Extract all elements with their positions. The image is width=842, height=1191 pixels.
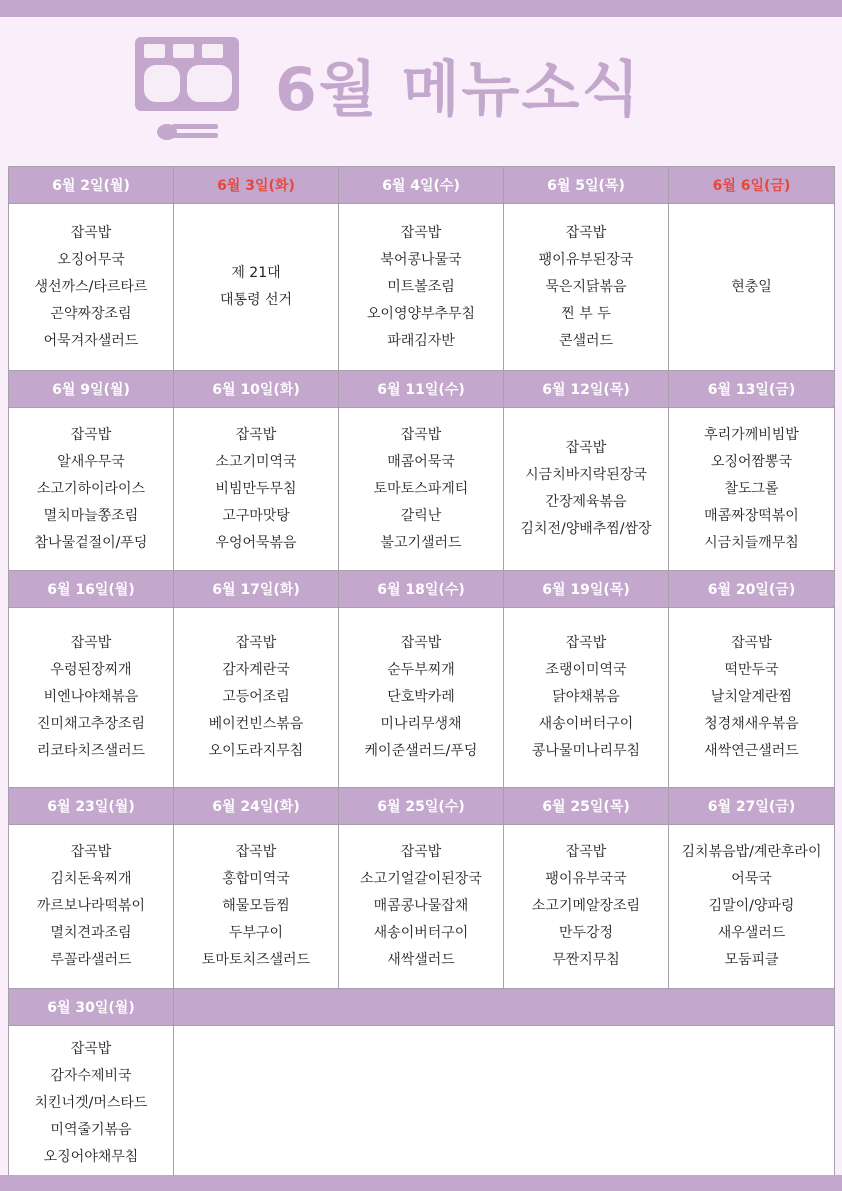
menu-item: 오이영양부추무침 bbox=[366, 305, 476, 322]
day-header: 6월 12일(목) bbox=[504, 371, 669, 408]
menu-item: 떡만두국 bbox=[724, 662, 779, 678]
day-header: 6월 13일(금) bbox=[669, 371, 835, 408]
menu-item: 알새우무국 bbox=[57, 453, 125, 470]
menu-cell bbox=[174, 408, 339, 571]
menu-item: 감자계란국 bbox=[222, 662, 290, 678]
menu-cell bbox=[9, 825, 174, 989]
menu-item: 두부구이 bbox=[228, 925, 284, 941]
empty-header bbox=[174, 989, 835, 1026]
day-header: 6월 2일(월) bbox=[9, 167, 174, 204]
menu-item: 매콤어묵국 bbox=[387, 453, 455, 470]
menu-item: 토마토스파게티 bbox=[373, 480, 469, 497]
menu-item: 우엉어묵볶음 bbox=[215, 534, 297, 551]
week-menu-row bbox=[9, 825, 835, 989]
menu-item: 루꼴라샐러드 bbox=[50, 952, 132, 968]
menu-item: 어묵국 bbox=[731, 871, 772, 887]
menu-item: 오징어무국 bbox=[57, 251, 125, 268]
menu-item: 파래김자반 bbox=[387, 332, 455, 349]
menu-item: 김치돈육찌개 bbox=[50, 871, 132, 887]
menu-item: 팽이유부된장국 bbox=[538, 251, 634, 268]
week-menu-row bbox=[9, 608, 835, 788]
menu-item: 오징어야채무침 bbox=[43, 1149, 139, 1165]
menu-item: 순두부찌개 bbox=[387, 662, 455, 678]
day-header: 6월 25일(목) bbox=[504, 788, 669, 825]
menu-item: 콩나물미나리무침 bbox=[531, 743, 641, 759]
menu-item: 잡곡밥 bbox=[235, 635, 277, 651]
menu-item: 김치볶음밥/계란후라이 bbox=[681, 844, 822, 860]
menu-item: 잡곡밥 bbox=[70, 844, 112, 860]
menu-item: 매콤짜장떡볶이 bbox=[704, 507, 799, 524]
menu-cell bbox=[669, 608, 835, 788]
menu-cell bbox=[9, 204, 174, 371]
menu-item: 찰도그롤 bbox=[724, 480, 779, 497]
menu-item: 잡곡밥 bbox=[400, 635, 442, 651]
week-menu-row bbox=[9, 408, 835, 571]
day-header: 6월 9일(월) bbox=[9, 371, 174, 408]
menu-item: 새송이버터구이 bbox=[538, 716, 634, 732]
menu-item: 북어콩나물국 bbox=[380, 251, 462, 268]
menu-cell bbox=[339, 408, 504, 571]
menu-item: 불고기샐러드 bbox=[380, 534, 462, 551]
menu-table bbox=[8, 166, 835, 1182]
menu-cell bbox=[339, 608, 504, 788]
menu-item: 콘샐러드 bbox=[558, 332, 614, 349]
day-header: 6월 19일(목) bbox=[504, 571, 669, 608]
menu-cell bbox=[504, 825, 669, 989]
page-title: 6월 메뉴소식 bbox=[275, 55, 642, 125]
holiday-text: 현충일 bbox=[731, 278, 772, 295]
day-header: 6월 11일(수) bbox=[339, 371, 504, 408]
day-header: 6월 3일(화) bbox=[174, 167, 339, 204]
menu-item: 소고기얼갈이된장국 bbox=[360, 871, 482, 887]
menu-item: 멸치마늘쫑조림 bbox=[43, 507, 139, 524]
week-menu-row bbox=[9, 1026, 835, 1182]
menu-item: 매콤콩나물잡채 bbox=[373, 898, 469, 914]
holiday-cell bbox=[174, 204, 339, 371]
menu-item: 생선까스/타르타르 bbox=[34, 278, 148, 295]
menu-item: 김치전/양배추찜/쌈장 bbox=[520, 521, 652, 537]
menu-cell bbox=[504, 608, 669, 788]
menu-item: 조랭이미역국 bbox=[545, 662, 627, 678]
menu-item: 어묵겨자샐러드 bbox=[43, 332, 139, 349]
menu-item: 멸치견과조림 bbox=[50, 925, 132, 941]
menu-item: 새우샐러드 bbox=[717, 925, 786, 941]
menu-item: 간장제육볶음 bbox=[545, 494, 627, 510]
day-header: 6월 5일(목) bbox=[504, 167, 669, 204]
menu-item: 잡곡밥 bbox=[235, 844, 277, 860]
week-header-row bbox=[9, 371, 835, 408]
menu-item: 고구마맛탕 bbox=[222, 507, 290, 524]
lunchbox-icon bbox=[132, 34, 242, 146]
menu-cell bbox=[9, 408, 174, 571]
menu-item: 날치알계란찜 bbox=[710, 689, 793, 705]
menu-item: 토마토치즈샐러드 bbox=[201, 952, 311, 968]
menu-item: 곤약짜장조림 bbox=[50, 305, 132, 322]
holiday-text: 대통령 선거 bbox=[219, 292, 293, 308]
menu-cell bbox=[9, 1026, 174, 1182]
day-header: 6월 24일(화) bbox=[174, 788, 339, 825]
menu-item: 찐 부 두 bbox=[561, 305, 611, 322]
menu-item: 김말이/양파링 bbox=[708, 898, 795, 914]
menu-item: 잡곡밥 bbox=[565, 224, 607, 241]
menu-item: 비빔만두무침 bbox=[215, 480, 297, 497]
menu-item: 오징어짬뽕국 bbox=[710, 453, 793, 470]
menu-item: 오이도라지무침 bbox=[208, 743, 304, 759]
menu-item: 새싹연근샐러드 bbox=[704, 743, 799, 759]
menu-item: 소고기미역국 bbox=[215, 453, 297, 470]
day-header: 6월 10일(화) bbox=[174, 371, 339, 408]
menu-item: 잡곡밥 bbox=[70, 1041, 112, 1057]
menu-item: 해물모듬찜 bbox=[222, 898, 290, 914]
menu-item: 미역줄기볶음 bbox=[50, 1122, 132, 1138]
menu-item: 비엔나야채볶음 bbox=[43, 689, 139, 705]
menu-item: 시금치바지락된장국 bbox=[525, 467, 647, 483]
menu-item: 청경채새우볶음 bbox=[704, 716, 799, 732]
holiday-cell bbox=[669, 204, 835, 371]
menu-item: 미나리무생채 bbox=[380, 716, 462, 732]
menu-item: 잡곡밥 bbox=[400, 224, 442, 241]
menu-item: 무짠지무침 bbox=[552, 952, 620, 968]
menu-cell bbox=[504, 408, 669, 571]
empty-cell bbox=[174, 1026, 835, 1182]
menu-item: 팽이유부국국 bbox=[545, 871, 627, 887]
menu-item: 참나물겉절이/푸딩 bbox=[34, 534, 148, 551]
day-header: 6월 4일(수) bbox=[339, 167, 504, 204]
day-header: 6월 30일(월) bbox=[9, 989, 174, 1026]
day-header: 6월 27일(금) bbox=[669, 788, 835, 825]
menu-item: 케이준샐러드/푸딩 bbox=[364, 743, 478, 759]
menu-item: 잡곡밥 bbox=[70, 224, 112, 241]
menu-item: 모둠피클 bbox=[724, 952, 779, 968]
menu-item: 감자수제비국 bbox=[50, 1068, 132, 1084]
menu-item: 소고기메알장조림 bbox=[531, 898, 641, 914]
menu-item: 잡곡밥 bbox=[565, 635, 607, 651]
menu-cell bbox=[174, 825, 339, 989]
menu-item: 치킨너겟/머스타드 bbox=[34, 1095, 148, 1111]
day-header: 6월 23일(월) bbox=[9, 788, 174, 825]
menu-item: 묵은지닭볶음 bbox=[545, 278, 627, 295]
menu-item: 잡곡밥 bbox=[731, 635, 772, 651]
menu-item: 후리가께비빔밥 bbox=[704, 426, 799, 443]
day-header: 6월 25일(수) bbox=[339, 788, 504, 825]
menu-item: 진미채고추장조림 bbox=[36, 716, 146, 732]
menu-item: 리코타치즈샐러드 bbox=[36, 743, 146, 759]
menu-item: 닭야채볶음 bbox=[552, 689, 620, 705]
menu-cell bbox=[504, 204, 669, 371]
holiday-text: 제 21대 bbox=[231, 265, 281, 281]
menu-item: 잡곡밥 bbox=[235, 426, 277, 443]
day-header: 6월 17일(화) bbox=[174, 571, 339, 608]
menu-item: 까르보나라떡볶이 bbox=[36, 898, 146, 914]
menu-item: 미트볼조림 bbox=[387, 278, 455, 295]
day-header: 6월 18일(수) bbox=[339, 571, 504, 608]
menu-item: 소고기하이라이스 bbox=[36, 480, 146, 497]
day-header: 6월 16일(월) bbox=[9, 571, 174, 608]
menu-item: 우렁된장찌개 bbox=[50, 662, 132, 678]
menu-item: 단호박카레 bbox=[387, 689, 455, 705]
week-header-row bbox=[9, 989, 835, 1026]
menu-item: 새송이버터구이 bbox=[373, 925, 469, 941]
menu-item: 잡곡밥 bbox=[565, 440, 607, 456]
top-bar bbox=[0, 0, 842, 17]
menu-item: 만두강정 bbox=[558, 925, 614, 941]
menu-item: 고등어조림 bbox=[222, 689, 290, 705]
menu-item: 잡곡밥 bbox=[70, 635, 112, 651]
day-header: 6월 6일(금) bbox=[669, 167, 835, 204]
bottom-bar bbox=[0, 1175, 842, 1191]
menu-cell bbox=[9, 608, 174, 788]
menu-item: 잡곡밥 bbox=[565, 844, 607, 860]
menu-cell bbox=[339, 825, 504, 989]
menu-cell bbox=[174, 608, 339, 788]
menu-item: 새싹샐러드 bbox=[387, 952, 455, 968]
week-header-row bbox=[9, 167, 835, 204]
week-header-row bbox=[9, 571, 835, 608]
menu-item: 잡곡밥 bbox=[400, 426, 442, 443]
menu-item: 잡곡밥 bbox=[400, 844, 442, 860]
menu-item: 잡곡밥 bbox=[70, 426, 112, 443]
menu-cell bbox=[339, 204, 504, 371]
menu-cell bbox=[669, 408, 835, 571]
menu-item: 갈릭난 bbox=[400, 507, 442, 524]
week-menu-row bbox=[9, 204, 835, 371]
day-header: 6월 20일(금) bbox=[669, 571, 835, 608]
menu-item: 홍합미역국 bbox=[222, 871, 290, 887]
menu-cell bbox=[669, 825, 835, 989]
menu-item: 베이컨빈스볶음 bbox=[208, 716, 304, 732]
week-header-row bbox=[9, 788, 835, 825]
menu-item: 시금치들깨무침 bbox=[704, 534, 799, 551]
